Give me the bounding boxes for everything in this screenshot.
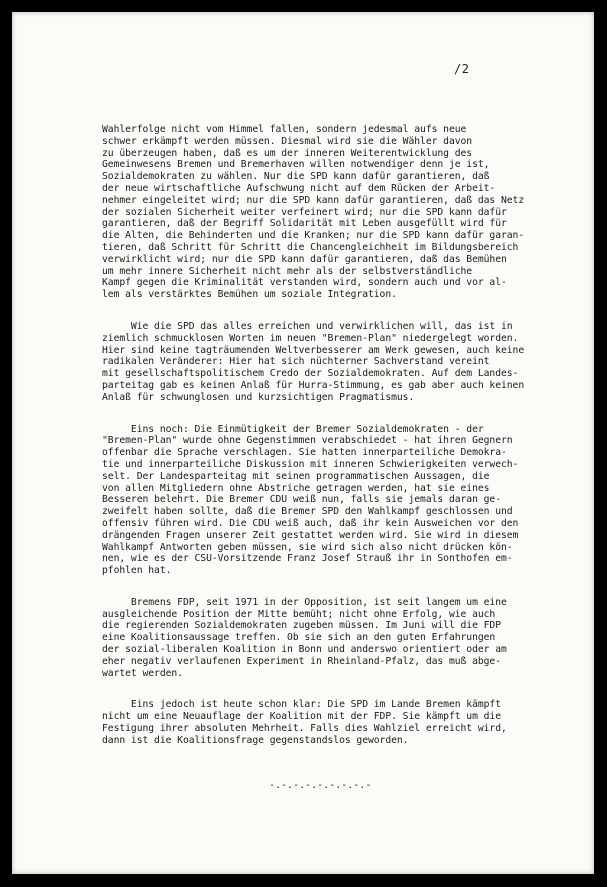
- paragraph: [102, 321, 572, 404]
- text-line: nehmer eingeleitet wird; nur die SPD kann dafür garantieren, daß das Netz: [102, 194, 525, 206]
- text-line: der neue wirtschaftliche Aufschwung nicht auf dem Rücken der Arbeit-: [102, 182, 496, 194]
- text-line: radikalen Veränderer: Hier hat sich nüchterner Sachverstand vereint: [102, 356, 490, 368]
- text-line: Gemeinwesens Bremen und Bremerhaven willen notwendiger denn je ist,: [102, 159, 490, 171]
- text-line: Festigung ihrer absoluten Mehrheit. Falls dies Wahlziel erreicht wird,: [102, 723, 507, 735]
- text-line: dann ist die Koalitionsfrage gegenstandslos geworden.: [102, 734, 409, 746]
- text-line: eher negativ verlaufenen Experiment in Rheinland-Pfalz, das muß abge-: [102, 655, 501, 667]
- text-line: wartet werden.: [102, 667, 183, 679]
- text-line: offensiv führen wird. Die CDU weiß auch, daß ihr kein Ausweichen vor den: [102, 517, 519, 529]
- text-line: um mehr innere Sicherheit nicht mehr als der selbstverständliche: [102, 265, 473, 277]
- paragraph: [102, 424, 572, 577]
- text-line: nen, wie es der CSU-Vorsitzende Franz Josef Strauß ihr in Sonthofen em-: [102, 553, 513, 565]
- text-line: parteitag gab es keinen Anlaß für Hurra-Stimmung, es gab aber auch keinen: [102, 379, 525, 391]
- document-page: [12, 12, 594, 874]
- text-line: von allen Mitgliedern ohne Abstriche getragen werden, hat sie eines: [102, 482, 490, 494]
- text-line: Besseren belehrt. Die Bremer CDU weiß nun, falls sie jemals daran ge-: [102, 494, 501, 506]
- text-line: selt. Der Landesparteitag mit seinen programmatischen Aussagen, die: [102, 470, 490, 482]
- text-line: ziemlich schmucklosen Worten im neuen "Bremen-Plan" niedergelegt worden.: [102, 332, 519, 344]
- paragraph: [102, 124, 572, 301]
- text-line: zu überzeugen haben, daß es um der inneren Weiterentwicklung des: [102, 147, 473, 159]
- text-line: zweifelt haben sollte, daß die Bremer SPD den Wahlkampf geschlossen und: [102, 506, 513, 518]
- text-line: Wahlkampf Antworten geben müssen, sie wird sich also nicht drücken kön-: [102, 541, 513, 553]
- text-line: Anlaß für schwunglosen und kurzsichtigen Pragmatismus.: [102, 391, 415, 403]
- text-line: Wie die SPD das alles erreichen und verwirklichen will, das ist in: [102, 320, 513, 332]
- text-line: der sozial-liberalen Koalition in Bonn und anderswo orientiert oder am: [102, 644, 507, 656]
- text-line: Eins jedoch ist heute schon klar: Die SPD im Lande Bremen kämpft: [102, 699, 501, 711]
- text-line: nicht um eine Neuauflage der Koalition mit der FDP. Sie kämpft um die: [102, 711, 501, 723]
- text-line: die Alten, die Behinderten und die Kranken; nur die SPD kann dafür garan-: [102, 230, 525, 242]
- text-line: tie und innerparteiliche Diskussion mit inneren Schwierigkeiten verwech-: [102, 458, 519, 470]
- text-line: lem als verstärktes Bemühen um soziale Integration.: [102, 289, 397, 301]
- text-line: pfohlen hat.: [102, 565, 172, 577]
- text-line: "Bremen-Plan" wurde ohne Gegenstimmen verabschiedet - hat ihren Gegnern: [102, 435, 513, 447]
- text-line: die regierenden Sozialdemokraten zugeben müssen. Im Juni will die FDP: [102, 620, 501, 632]
- text-line: offenbar die Sprache verschlagen. Sie hatten innerparteiliche Demokra-: [102, 447, 507, 459]
- text-line: Bremens FDP, seit 1971 in der Opposition, ist seit langem um eine: [102, 596, 507, 608]
- paragraph: [102, 699, 572, 746]
- paragraph: [102, 597, 572, 680]
- text-line: garantieren, daß der Begriff Solidarität mit Leben ausgefüllt wird für: [102, 218, 507, 230]
- text-line: der sozialen Sicherheit weiter verfeinert wird; nur die SPD kann dafür: [102, 206, 507, 218]
- text-line: tieren, daß Schritt für Schritt die Chancengleichheit im Bildungsbereich: [102, 241, 519, 253]
- text-line: verwirklicht wird; nur die SPD kann dafür garantieren, daß das Bemühen: [102, 253, 507, 265]
- text-line: Hier sind keine tagträumenden Weltverbesserer am Werk gewesen, auch keine: [102, 344, 525, 356]
- text-line: Kampf gegen die Kriminalität verstanden wird, sondern auch und vor al-: [102, 277, 507, 289]
- text-line: Eins noch: Die Einmütigkeit der Bremer Sozialdemokraten - der: [102, 423, 484, 435]
- body-text: [102, 124, 572, 767]
- text-line: eine Koalitionsaussage treffen. Ob sie sich an den guten Erfahrungen: [102, 632, 496, 644]
- text-line: mit gesellschaftspolitischem Credo der Sozialdemokraten. Auf dem Landes-: [102, 368, 519, 380]
- page-number: /2: [454, 62, 470, 76]
- text-line: Wahlerfolge nicht vom Himmel fallen, sondern jedesmal aufs neue: [102, 124, 467, 135]
- end-separator: -.-.-.-.-.-.-.-.-: [269, 780, 372, 791]
- text-line: Sozialdemokraten zu wählen. Nur die SPD kann dafür garantieren, daß: [102, 171, 490, 183]
- text-line: schwer erkämpft werden müssen. Diesmal wird sie die Wähler davon: [102, 135, 473, 147]
- text-line: ausgleichende Position der Mitte bemüht; nicht ohne Erfolg, wie auch: [102, 608, 496, 620]
- text-line: drängenden Fragen unserer Zeit gestattet werden wird. Sie wird in diesem: [102, 529, 519, 541]
